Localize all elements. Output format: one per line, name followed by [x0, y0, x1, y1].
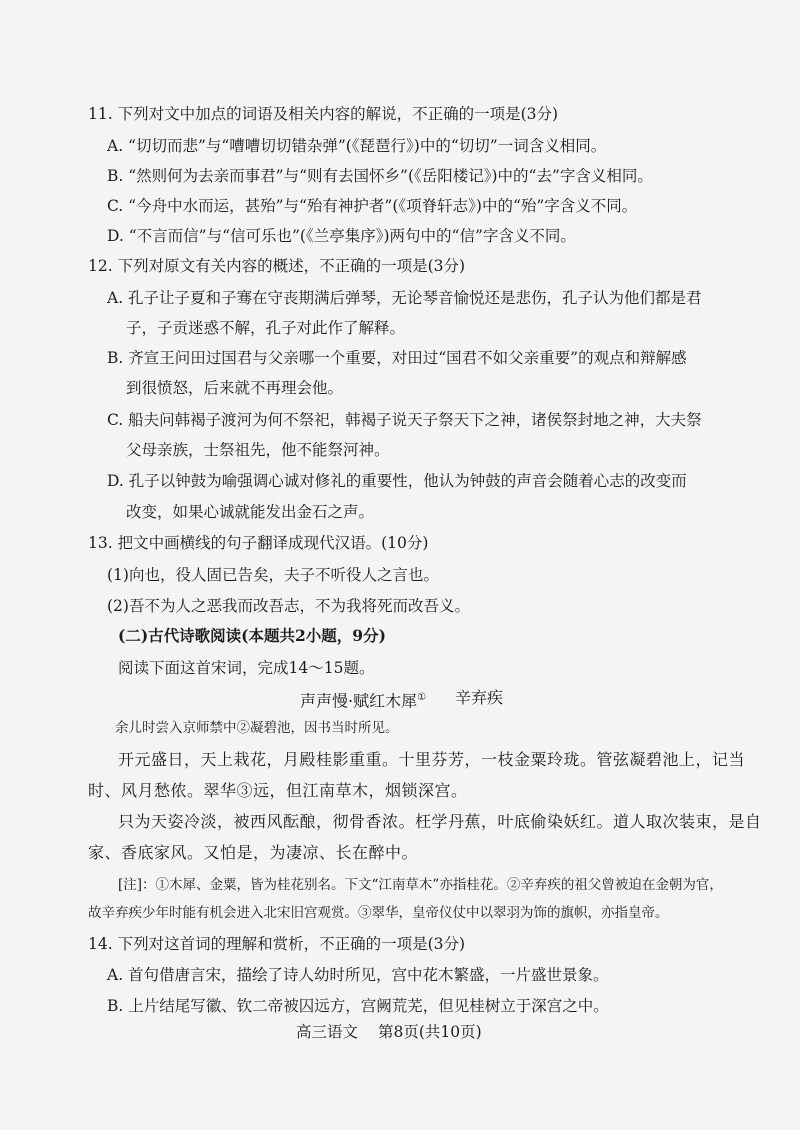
section-heading: (二)古代诗歌阅读(本题共2小题，9分): [118, 626, 386, 645]
q13-sentence-2: (2)吾不为人之恶我而改吾志，不为我将死而改吾义。: [107, 597, 470, 615]
q12-option-b-line2: 到很愤怒，后来就不再理会他。: [126, 379, 344, 397]
q12-stem: 12. 下列对原文有关内容的概述，不正确的一项是(3分): [88, 257, 466, 275]
poem-title-footnote-mark: ①: [417, 692, 427, 703]
poem-line-2: 时、风月愁侬。翠华③远，但江南草木，烟锁深宫。: [88, 781, 468, 800]
poem-note-line-2: 故辛弃疾少年时能有机会进入北宋旧宫观赏。③翠华，皇帝仪仗中以翠羽为饰的旗帜，亦指皇帝。: [88, 905, 669, 921]
q14-option-b: B. 上片结尾写徽、钦二帝被囚远方，宫阙荒芜，但见桂树立于深宫之中。: [107, 997, 609, 1015]
footer-subject: 高三语文: [296, 1023, 359, 1041]
section-intro: 阅读下面这首宋词，完成14～15题。: [118, 659, 375, 677]
q12-option-c-line2: 父母亲族，士祭祖先，他不能祭河神。: [126, 441, 390, 459]
q12-option-a-line1: A. 孔子让子夏和子骞在守丧期满后弹琴，无论琴音愉悦还是悲伤，孔子认为他们都是君: [107, 289, 702, 307]
q12-option-d-line1: D. 孔子以钟鼓为喻强调心诚对修礼的重要性，他认为钟鼓的声音会随着心志的改变而: [107, 472, 687, 490]
poem-note-line-1: [注]：①木犀、金粟，皆为桂花别名。下文“江南草木”亦指桂花。②辛弃疾的祖父曾被迫在金朝为官，: [118, 877, 723, 893]
poem-author: 辛弃疾: [455, 688, 504, 707]
q12-option-b-line1: B. 齐宣王问田过国君与父亲哪一个重要，对田过“国君不如父亲重要”的观点和辩解感: [107, 349, 687, 367]
q12-option-c-line1: C. 船夫问韩褐子渡河为何不祭祀，韩褐子说天子祭天下之神，诸侯祭封地之神，大夫祭: [107, 411, 702, 429]
q11-option-b: B. “然则何为去亲而事君”与“则有去国怀乡”(《岳阳楼记》)中的“去”字含义相同。: [107, 167, 653, 185]
q12-option-a-line2: 子，子贡迷惑不解，孔子对此作了解释。: [126, 319, 406, 337]
poem-title: [300, 688, 426, 711]
poem-line-4: 家、香底家风。又怕是，为凄凉、长在醉中。: [88, 843, 419, 862]
poem-line-3: 只为天姿冷淡，被西风酝酿，彻骨香浓。枉学丹蕉，叶底偷染妖红。道人取次装束，是自: [118, 812, 762, 831]
footer-page-number: 第8页(共10页): [378, 1023, 482, 1041]
q13-sentence-1: (1)向也，役人固已告矣，夫子不听役人之言也。: [107, 566, 439, 584]
q14-stem: 14. 下列对这首词的理解和赏析，不正确的一项是(3分): [88, 935, 466, 953]
poem-preface: 余儿时尝入京师禁中②凝碧池，因书当时所见。: [115, 720, 399, 736]
q14-option-a: A. 首句借唐言宋，描绘了诗人幼时所见，宫中花木繁盛，一片盛世景象。: [107, 966, 609, 984]
q11-option-a: A. “切切而悲”与“嘈嘈切切错杂弹”(《琵琶行》)中的“切切”一词含义相同。: [107, 137, 607, 155]
poem-line-1: 开元盛日，天上栽花，月殿桂影重重。十里芬芳，一枝金粟玲珑。管弦凝碧池上，记当: [118, 750, 746, 769]
q13-stem: 13. 把文中画横线的句子翻译成现代汉语。(10分): [88, 534, 429, 552]
q11-stem: 11. 下列对文中加点的词语及相关内容的解说，不正确的一项是(3分): [88, 105, 559, 123]
poem-title-text: 声声慢·赋红木犀: [300, 691, 418, 711]
q11-option-d: D. “不言而信”与“信可乐也”(《兰亭集序》)两句中的“信”字含义不同。: [107, 227, 576, 245]
q12-option-d-line2: 改变，如果心诚就能发出金石之声。: [126, 503, 375, 521]
q11-option-c: C. “今舟中水而运，甚殆”与“殆有神护者”(《项脊轩志》)中的“殆”字含义不同。: [107, 197, 638, 215]
